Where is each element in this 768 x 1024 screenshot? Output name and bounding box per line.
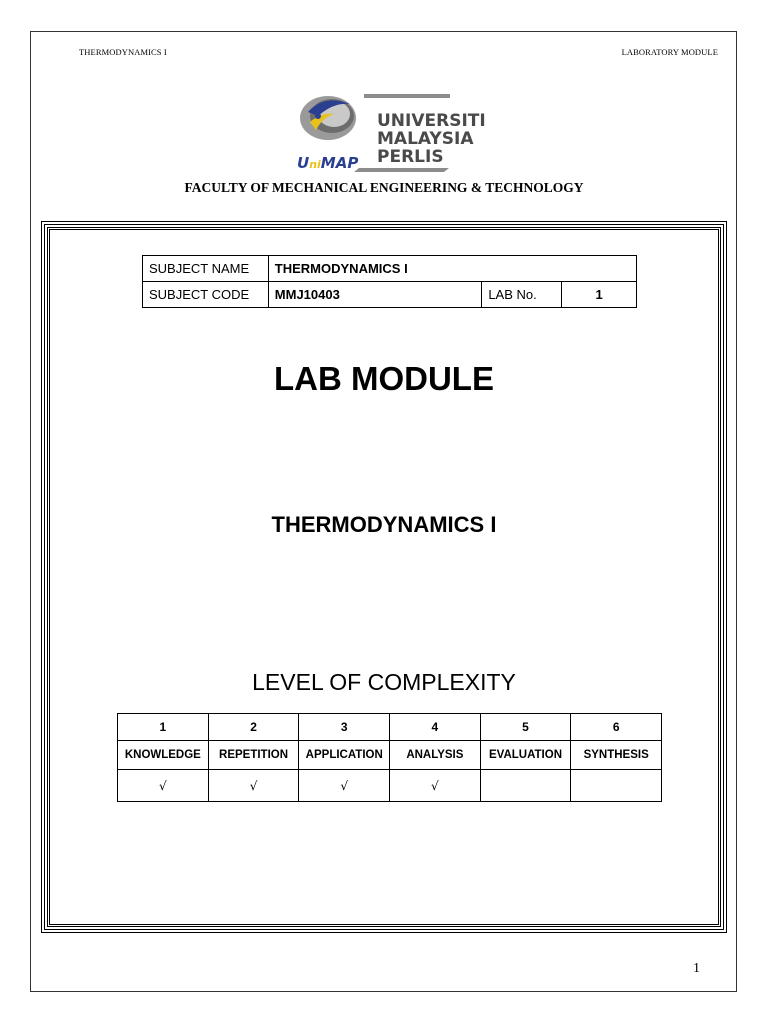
logo-line-1: UNIVERSITI [377, 111, 486, 131]
lab-no-value: 1 [562, 282, 637, 308]
subject-name-label: SUBJECT NAME [143, 256, 269, 282]
complexity-marks-row [118, 770, 662, 802]
header-left: THERMODYNAMICS I [79, 47, 167, 57]
logo-line-3: PERLIS [377, 147, 444, 167]
complexity-mark: √ [118, 770, 209, 802]
page-subtitle: THERMODYNAMICS I [271, 512, 497, 537]
subject-code-value: MMJ10403 [268, 282, 482, 308]
complexity-levels-row [118, 714, 662, 741]
complexity-table [117, 713, 662, 802]
logo-line-2: MALAYSIA [377, 129, 474, 149]
complexity-name: SYNTHESIS [571, 741, 662, 770]
faculty-name: FACULTY OF MECHANICAL ENGINEERING & TECHNOLOGY [184, 180, 584, 195]
complexity-name: KNOWLEDGE [118, 741, 209, 770]
subject-code-label: SUBJECT CODE [143, 282, 269, 308]
complexity-level: 5 [480, 714, 571, 741]
unimap-logo [294, 92, 494, 182]
page-title: LAB MODULE [274, 360, 494, 397]
complexity-mark: √ [390, 770, 481, 802]
complexity-level: 2 [208, 714, 299, 741]
lab-no-label: LAB No. [482, 282, 562, 308]
complexity-level: 3 [299, 714, 390, 741]
complexity-level: 1 [118, 714, 209, 741]
complexity-names-row [118, 741, 662, 770]
logo-brand-text: UniMAP [297, 154, 359, 172]
complexity-mark [480, 770, 571, 802]
complexity-mark: √ [299, 770, 390, 802]
frame-inner [47, 227, 721, 927]
complexity-name: APPLICATION [299, 741, 390, 770]
subject-table [142, 255, 637, 308]
page-number: 1 [693, 961, 700, 976]
complexity-mark: √ [208, 770, 299, 802]
complexity-name: ANALYSIS [390, 741, 481, 770]
complexity-mark [571, 770, 662, 802]
subject-code-row [143, 282, 637, 308]
subject-name-value: THERMODYNAMICS I [268, 256, 636, 282]
complexity-name: REPETITION [208, 741, 299, 770]
complexity-level: 4 [390, 714, 481, 741]
subject-name-row [143, 256, 637, 282]
header-right: LABORATORY MODULE [621, 47, 718, 57]
complexity-level: 6 [571, 714, 662, 741]
complexity-name: EVALUATION [480, 741, 571, 770]
complexity-heading: LEVEL OF COMPLEXITY [252, 669, 516, 695]
